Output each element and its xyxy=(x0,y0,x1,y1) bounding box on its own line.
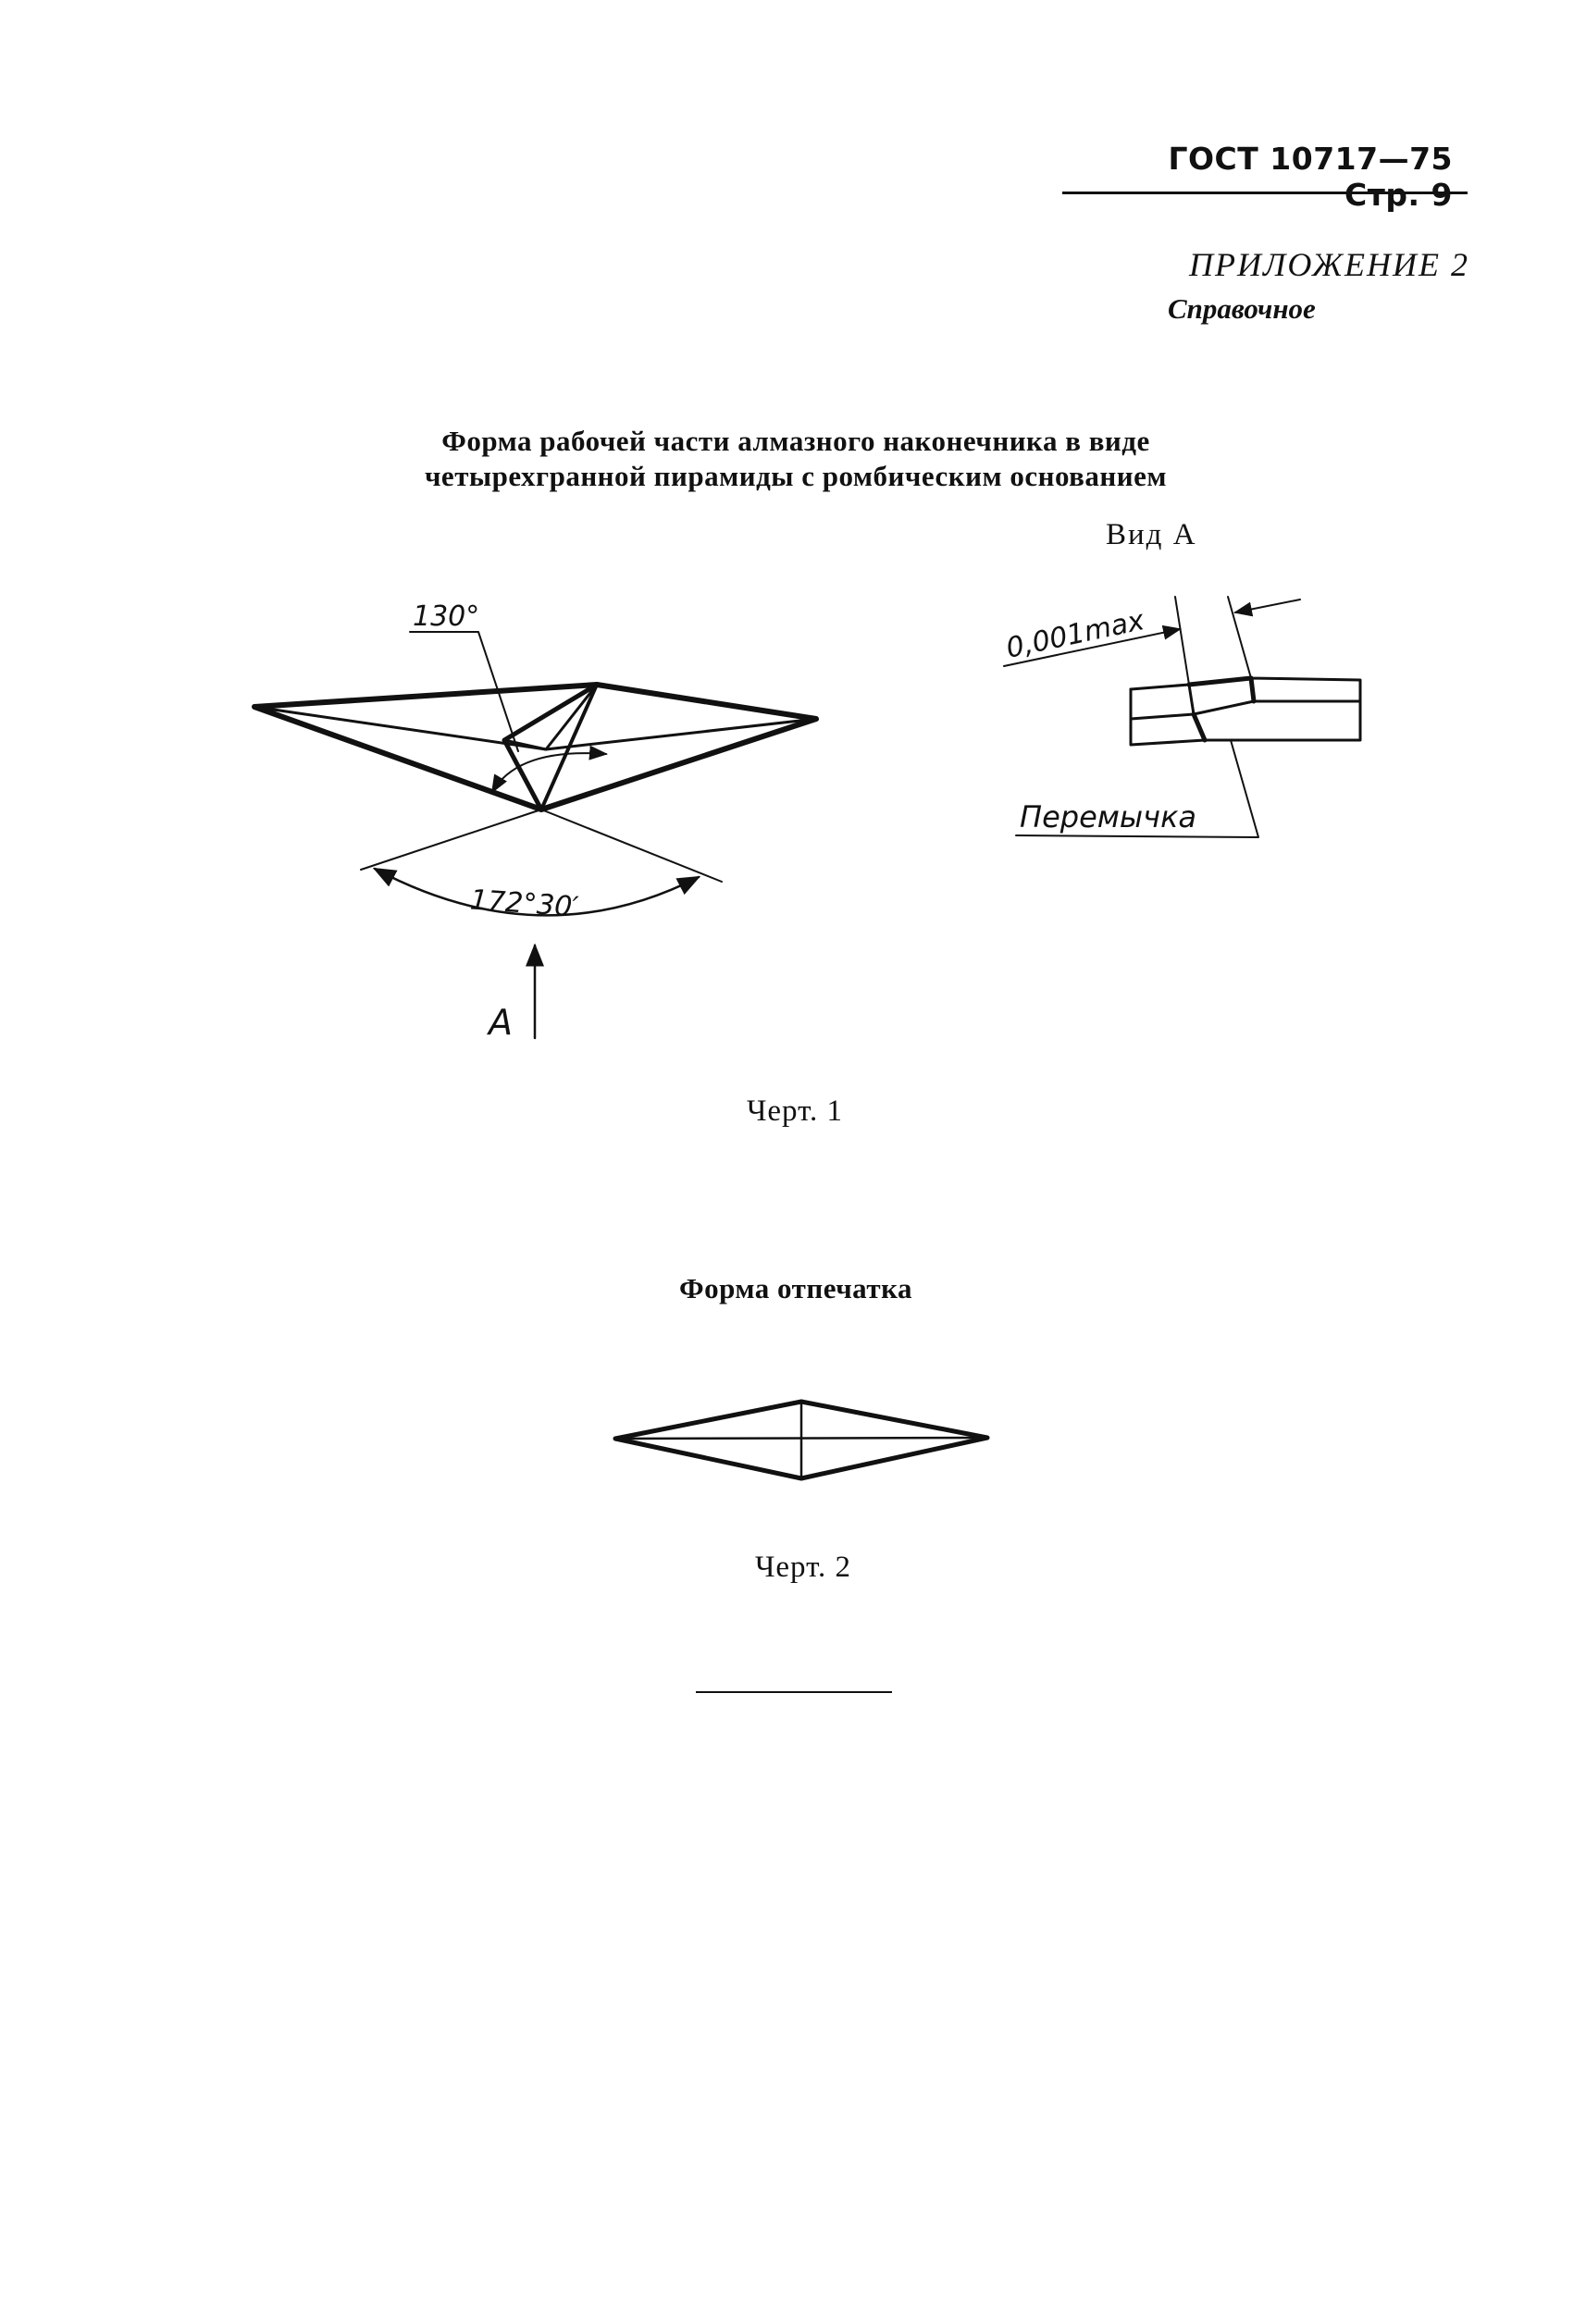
arrow-a-label: А xyxy=(489,1002,513,1043)
view-a-label: Вид А xyxy=(1106,518,1197,551)
bridge-label: Перемычка xyxy=(1020,799,1196,834)
figure2-caption: Черт. 2 xyxy=(754,1551,852,1584)
figure2-title: Форма отпечатка xyxy=(678,1272,913,1304)
figure1-caption: Черт. 1 xyxy=(746,1094,844,1128)
end-rule xyxy=(696,1691,892,1693)
page-header: ГОСТ 10717—75 Стр. 9 xyxy=(1168,141,1453,213)
pyramid-drawing xyxy=(254,632,816,1038)
appendix-title: ПРИЛОЖЕНИЕ 2 xyxy=(1189,246,1469,283)
angle-172-label: 172°30′ xyxy=(468,884,580,924)
imprint-drawing xyxy=(615,1402,987,1478)
figure1-title: Форма рабочей части алмазного наконечника в виде четырехгранной пирамиды с ромбическим основанием xyxy=(424,425,1168,492)
angle-130-label: 130° xyxy=(413,600,480,633)
appendix-subtitle: Справочное xyxy=(1168,292,1316,325)
tolerance-label: 0,001max xyxy=(1003,604,1147,665)
